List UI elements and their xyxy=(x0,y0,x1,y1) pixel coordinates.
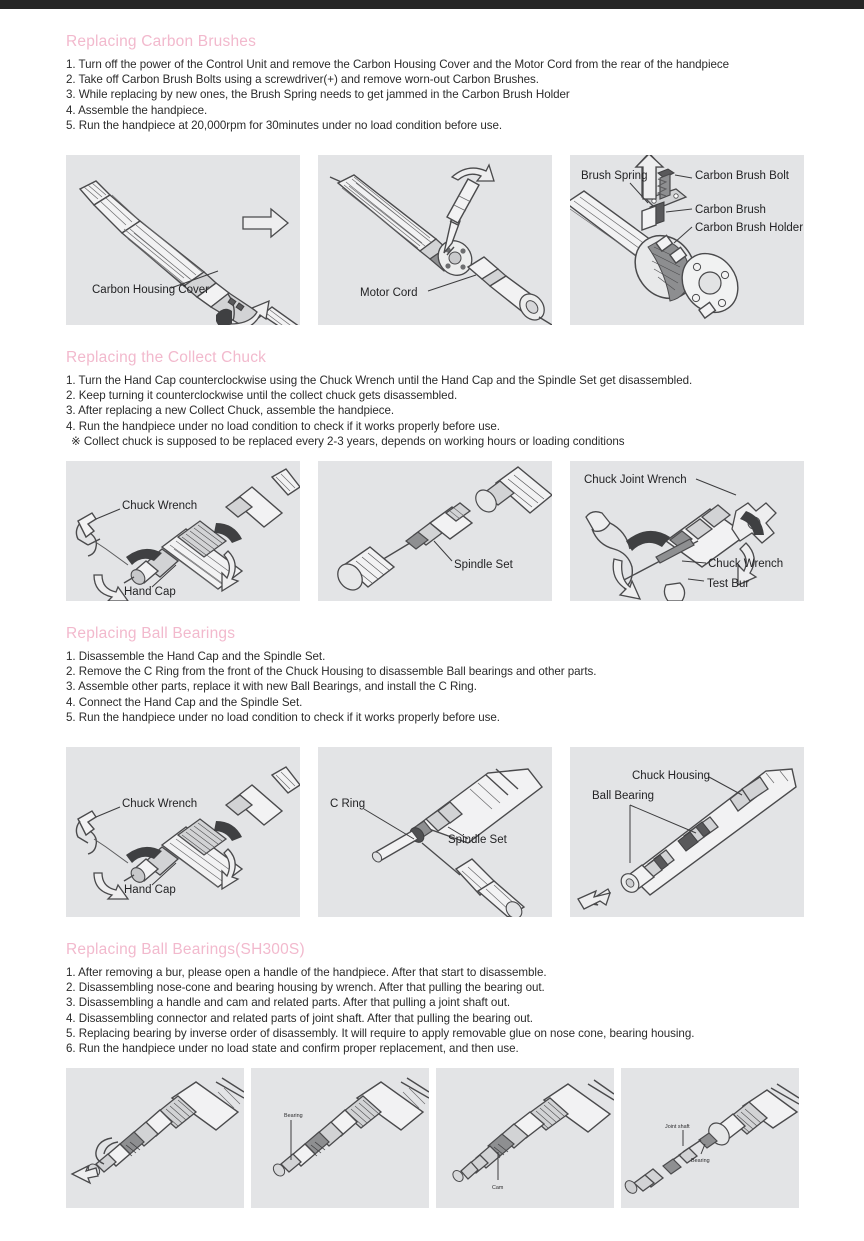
figure-label: Motor Cord xyxy=(360,287,418,300)
step-item: 2. Keep turning it counterclockwise until the collect chuck gets disassembled. xyxy=(66,389,458,403)
figure-label: Hand Cap xyxy=(124,884,176,897)
manual-page xyxy=(0,9,864,1208)
figure-row-sh300s xyxy=(66,1068,864,1208)
figure-label: Carbon Brush xyxy=(695,204,766,217)
figure-chuck-housing-ball-bearing xyxy=(570,747,804,917)
figure-sh300s-1 xyxy=(66,1068,244,1208)
figure-label: Chuck Housing xyxy=(632,770,710,783)
section-ball-bearings xyxy=(0,625,864,917)
step-item: 1. Disassemble the Hand Cap and the Spindle Set. xyxy=(66,650,326,664)
figure-label: Chuck Wrench xyxy=(122,500,198,513)
figure-label: Hand Cap xyxy=(124,586,176,599)
step-item: 2. Take off Carbon Brush Bolts using a screwdriver(+) and remove worn-out Carbon Brushes. xyxy=(66,73,539,87)
figure-label: Cam xyxy=(492,1185,504,1192)
section-ball-bearings-sh300s xyxy=(0,941,864,1208)
figure-sh300s-3 xyxy=(436,1068,614,1208)
step-item: 2. Remove the C Ring from the front of the Chuck Housing to disassemble Ball bearings and other parts. xyxy=(66,665,597,679)
figure-sh300s-2 xyxy=(251,1068,429,1208)
step-item: 1. After removing a bur, please open a handle of the handpiece. After that start to disassemble. xyxy=(66,966,547,980)
step-note: ※ Collect chuck is supposed to be replaced every 2-3 years, depends on working hours or loading conditions xyxy=(71,434,625,448)
spacer xyxy=(0,133,864,155)
step-item: 4. Connect the Hand Cap and the Spindle Set. xyxy=(66,695,303,709)
step-item: 5. Replacing bearing by inverse order of disassembly. It will require to apply removable glue on nose cone, bearing housing. xyxy=(66,1026,695,1040)
figure-label: Ball Bearing xyxy=(592,790,655,803)
section-heading: Replacing Carbon Brushes xyxy=(66,33,257,50)
section-heading: Replacing Ball Bearings(SH300S) xyxy=(66,941,305,959)
spacer xyxy=(0,917,864,941)
step-item: 2. Disassembling nose-cone and bearing housing by wrench. After that pulling the bearing out. xyxy=(66,981,545,995)
figure-row-ball-bearings xyxy=(66,747,864,917)
section-heading: Replacing the Collect Chuck xyxy=(66,349,267,367)
figure-chuck-joint-wrench xyxy=(570,461,804,601)
figure-label: Bearing xyxy=(284,1113,303,1120)
figure-carbon-housing-cover xyxy=(66,155,300,325)
figure-label: Chuck Wrench xyxy=(708,558,784,571)
figure-label: Chuck Joint Wrench xyxy=(584,474,687,487)
figure-sh300s-4 xyxy=(621,1068,799,1208)
step-list xyxy=(66,965,864,1056)
spacer xyxy=(0,449,864,461)
figure-chuck-wrench-hand-cap-2 xyxy=(66,747,300,917)
figure-label: Carbon Brush Holder xyxy=(695,222,804,235)
figure-label: Spindle Set xyxy=(454,559,513,572)
step-item: 3. Disassembling a handle and cam and related parts. After that pulling a joint shaft out. xyxy=(66,996,511,1010)
spacer xyxy=(0,1056,864,1068)
figure-label: Carbon Brush Bolt xyxy=(695,170,789,183)
figure-spindle-set xyxy=(318,461,552,601)
step-item: 6. Run the handpiece under no load state and confirm proper replacement, and then use. xyxy=(66,1042,519,1056)
figure-label: Spindle Set xyxy=(448,834,507,847)
step-item: 4. Run the handpiece under no load condition to check if it works properly before use. xyxy=(66,419,500,433)
step-item: 1. Turn off the power of the Control Unit and remove the Carbon Housing Cover and the Motor Cord from the rear of the handpiece xyxy=(66,58,730,71)
figure-label: Bearing xyxy=(691,1158,710,1165)
spacer xyxy=(0,725,864,747)
step-item: 1. Turn the Hand Cap counterclockwise using the Chuck Wrench until the Hand Cap and the Spindle Set get disassembled. xyxy=(66,374,693,388)
step-item: 5. Run the handpiece at 20,000rpm for 30minutes under no load condition before use. xyxy=(66,118,503,132)
step-list xyxy=(66,649,864,725)
figure-brush-assembly xyxy=(570,155,804,325)
section-carbon-brushes xyxy=(0,33,864,325)
step-item: 4. Assemble the handpiece. xyxy=(66,103,208,117)
step-item: 3. While replacing by new ones, the Brush Spring needs to get jammed in the Carbon Brush Holder xyxy=(66,88,570,102)
spacer-top xyxy=(0,9,864,33)
figure-label: C Ring xyxy=(330,798,366,811)
section-heading: Replacing Ball Bearings xyxy=(66,625,236,643)
figure-label: Joint shaft xyxy=(665,1124,690,1131)
top-black-bar xyxy=(0,0,864,9)
step-list xyxy=(66,57,864,133)
section-collect-chuck xyxy=(0,349,864,601)
step-item: 3. Assemble other parts, replace it with new Ball Bearings, and install the C Ring. xyxy=(66,680,477,694)
figure-label: Carbon Housing Cover xyxy=(92,284,209,297)
figure-row-carbon-brushes xyxy=(66,155,864,325)
step-item: 3. After replacing a new Collect Chuck, assemble the handpiece. xyxy=(66,404,395,418)
figure-label: Chuck Wrench xyxy=(122,798,198,811)
figure-chuck-wrench-hand-cap xyxy=(66,461,300,601)
spacer xyxy=(0,325,864,349)
figure-row-collect-chuck xyxy=(66,461,864,601)
figure-c-ring-spindle-set xyxy=(318,747,552,917)
figure-motor-cord xyxy=(318,155,552,325)
step-list xyxy=(66,373,864,449)
step-item: 4. Disassembling connector and related parts of joint shaft. After that pulling the bearing out. xyxy=(66,1011,533,1025)
step-item: 5. Run the handpiece under no load condition to check if it works properly before use. xyxy=(66,710,500,724)
figure-label: Test Bur xyxy=(707,578,750,591)
figure-label: Brush Spring xyxy=(581,170,648,183)
spacer xyxy=(0,601,864,625)
